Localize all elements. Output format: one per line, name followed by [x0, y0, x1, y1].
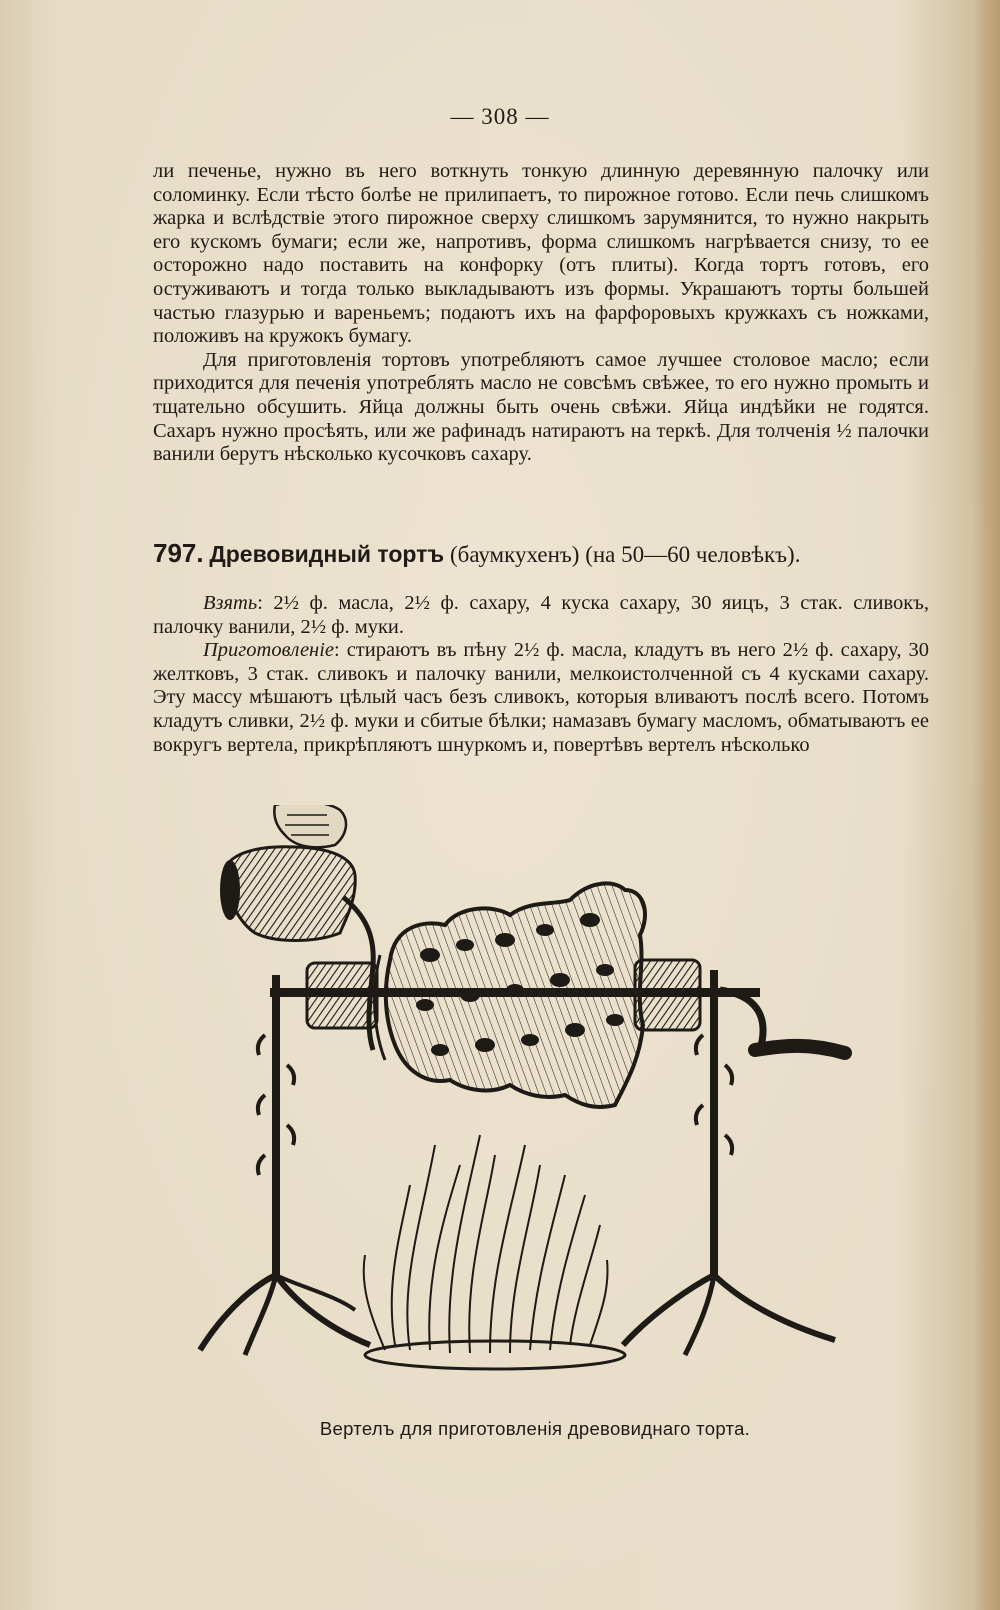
- crank-handle: [720, 990, 845, 1053]
- page-edge-shadow: [972, 0, 1000, 1610]
- recipe-title: Древовидный тортъ: [209, 541, 445, 567]
- recipe-servings: (на 50—60 человѣкъ).: [585, 542, 801, 567]
- spit-engraving: [195, 805, 875, 1425]
- recipe-subtitle: (баумкухенъ): [449, 542, 580, 567]
- recipe-number: 797.: [153, 538, 204, 568]
- ingredients-label: Взять: [203, 592, 258, 614]
- hand: [274, 805, 346, 847]
- spit-illustration: [195, 805, 875, 1425]
- right-drum: [635, 960, 700, 1030]
- intro-text: [153, 160, 929, 467]
- recipe-body: [153, 592, 929, 757]
- fire-pit: [365, 1341, 625, 1369]
- recipe-heading: [153, 538, 943, 569]
- ingredients-paragraph: [153, 592, 929, 639]
- intro-paragraph-2: Для приготовленія тортовъ употребляютъ самое лучшее столовое масло; если приходится для печенія употреблять масло не совсѣмъ свѣжее, то его нужно промыть и тщательно обсушить. Яйца должны быть очень свѣжи. Яйца индѣйки не годятся. Сахаръ нужно просѣять, или же рафинадъ натираютъ на теркѣ. Для толченія ½ палочки ванили берутъ нѣсколько кусочковъ сахару.: [153, 348, 929, 466]
- ingredients-text: : 2½ ф. масла, 2½ ф. сахару, 4 куска сахару, 30 яицъ, 3 стак. сливокъ, палочку ванили, 2½ ф. муки.: [153, 592, 929, 638]
- intro-paragraph-1: ли печенье, нужно въ него воткнуть тонкую длинную деревянную палочку или соломинку. Если тѣсто болѣе не прилипаетъ, то пирожное готово. Если печь слишкомъ жарка и вслѣдствіе этого пирожное сверху слишкомъ зарумянится, то нужно накрыть его кускомъ бумаги; если же, напротивъ, форма слишкомъ нагрѣвается снизу, то ее осторожно надо поставить на конфорку (отъ плиты). Когда тортъ готовъ, его остуживаютъ и тогда только выкладываютъ изъ формы. Украшаютъ торты большей частью глазурью и вареньемъ; подаютъ ихъ на фарфоровыхъ кружкахъ съ ножками, положивъ на кружокъ бумагу.: [153, 160, 929, 348]
- preparation-text: : стираютъ въ пѣну 2½ ф. масла, кладутъ въ него 2½ ф. сахару, 30 желтковъ, 3 стак. сливокъ и палочку ванили, мелкоистолченной съ 4 кусками сахару. Эту массу мѣшаютъ цѣлый часъ безъ сливокъ, которыя вливаютъ послѣ всего. Потомъ кладутъ сливки, 2½ ф. муки и сбитые бѣлки; намазавъ бумагу масломъ, обматываютъ ее вокругъ вертела, прикрѣпляютъ шнуркомъ и, повертѣвъ вертелъ нѣсколько: [153, 639, 929, 756]
- fire: [364, 1135, 608, 1353]
- left-stand: [200, 975, 370, 1355]
- page-number: — 308 —: [450, 104, 550, 129]
- preparation-paragraph: [153, 639, 929, 757]
- figure-caption: Вертелъ для приготовленія древовиднаго торта.: [319, 1418, 751, 1439]
- preparation-label: Приготовленіе: [203, 639, 335, 662]
